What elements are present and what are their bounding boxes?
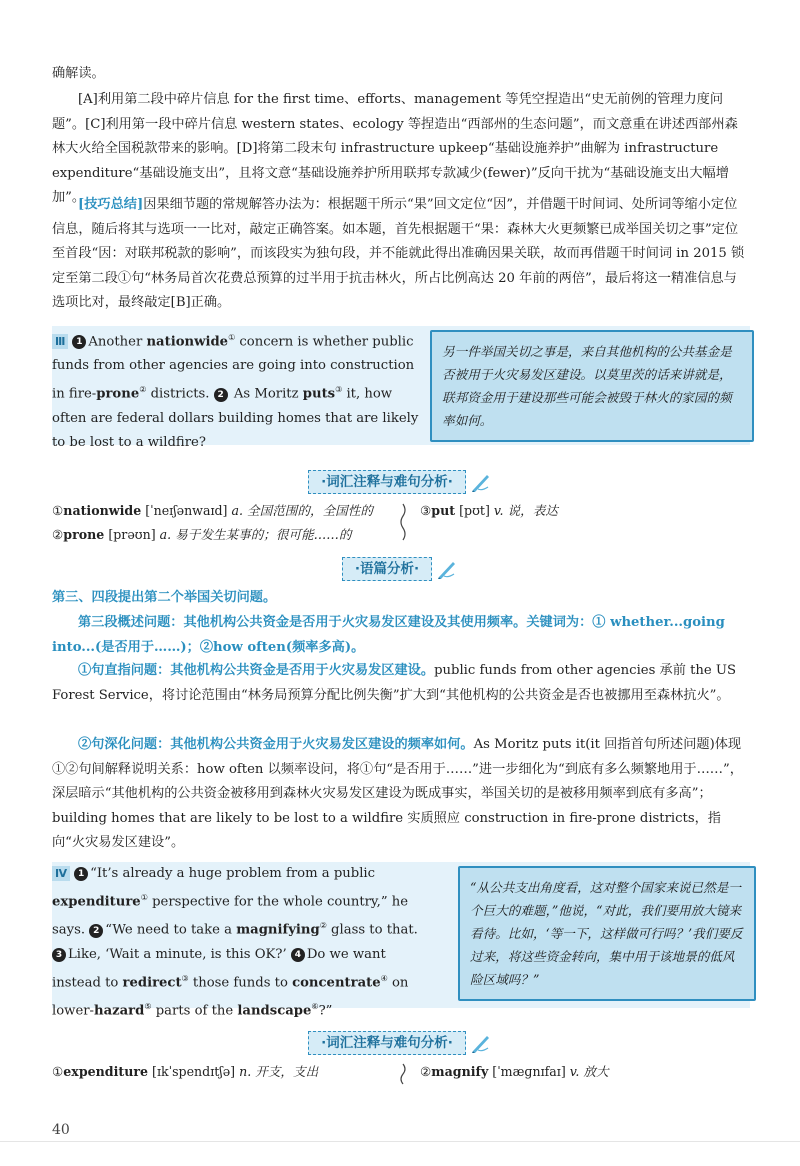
vocab-phonetic: [ˈmæɡnɪfaɪ] [492,1064,566,1079]
vocab-item-1 [52,500,373,522]
sentence-number-2: 2 [214,388,228,402]
s4-text-2: perspective for the whole country,” he says. [52,894,409,938]
vocab-definition: n. 开支，支出 [239,1064,319,1079]
vocab-headword: nationwide [63,503,142,518]
s4-text-6: Do we want instead to [52,946,386,991]
analysis-sentence-2 [52,733,750,856]
section-3-translation: 另一件举国关切之事是，来自其他机构的公共基金是否被用于火灾易发区建设。以莫里茨的话来讲就是，联邦资金用于建设那些可能会被毁于林火的家园的频率如何。 [430,330,754,442]
analysis-highlight: ①句直指问题：其他机构公共资金是否用于火灾易发区建设。 [78,663,435,678]
vocab-header-label: ·词汇注释与难句分析· [308,470,466,494]
paragraph-option-analysis: [A]利用第二段中碎片信息 for the first time、efforts、management 等凭空捏造出“史无前例的管理力度问题”。[C]利用第一段中碎片信息 western states、ecology 等捏造出“西部州的生态问题”，而文意重在讲述西部州森林大火给全国税款带来的影响。[D]将第二段末句 infrastructure upkeep“基础设施养护”曲解为 infrastructure expenditure“基础设施支出”，且将文意“基础设施养护所用联邦专款减少(fewer)”反向干扰为“基础设施支出大幅增加”。 [52,92,738,205]
vocab-word-landscape: landscape [237,1003,312,1019]
vocab-word-concentrate: concentrate [292,975,381,991]
vocab-header-2 [0,1028,800,1058]
vocab-phonetic: [prəʊn] [108,527,156,542]
divider-squiggle [398,502,408,542]
vocab-phonetic: [ˈneɪʃənwaɪd] [145,503,228,518]
vocab-item-3 [420,500,558,522]
section-3-text [52,326,420,455]
s4-text-1: “It’s already a huge problem from a public [90,866,376,881]
vocab-item-expenditure [52,1061,318,1083]
vocab-word-expenditure: expenditure [52,894,141,910]
sentence-number-1: 1 [74,867,88,881]
footnote-2: ② [319,921,327,931]
vocab-headword: put [431,503,456,518]
s3-text-1: Another [88,334,147,350]
vocab-item-2 [52,524,351,546]
vocab-word-puts: puts [302,386,336,402]
footnote-3: ③ [335,385,343,395]
vocab-phonetic: [ɪkˈspendɪtʃə] [152,1064,236,1079]
analysis-detail: As Moritz puts it(it 回指首句所述问题)体现①②句间解释说明关系：how often 以频率设问，将①句“是否用于……”进一步细化为“到底有多么频繁地用于……”，深层暗示“其他机构的公共资金被移用到森林火灾易发区建设为既成事实，举国关切的是被移用频率到底有多高”；building homes that are likely to be lost to a wildfire 实质照应 construction in fire-prone districts，指向“火灾易发区建设”。 [52,737,743,850]
vocab-header-label: ·词汇注释与难句分析· [308,1031,466,1055]
vocab-headword: magnify [431,1064,489,1079]
footnote-6: ⑥ [311,1002,319,1012]
vocab-num: ① [52,503,64,518]
footnote-1: ① [140,893,148,902]
s3-text-5: it, how often are federal dollars building homes that are likely to be lost to a wildfire? [52,386,419,450]
paragraph-technique-summary [52,193,750,316]
s4-text-5: Like, ‘Wait a minute, is this OK?’ [68,946,291,962]
vocab-word-magnifying: magnifying [236,922,320,938]
analysis-detail: public funds from other agencies 承前 the US Forest Service，将讨论范围由“林务局预算分配比例失衡”扩大到“其他机构的公共资金是否也被挪用至森林抗火”。 [52,663,737,703]
analysis-paragraph-3: 第三段概述问题：其他机构公共资金是否用于火灾易发区建设及其使用频率。关键词为：① whether...going into...(是否用于……)；②how often(频率多高)。 [52,615,725,655]
vocab-word-redirect: redirect [122,975,182,991]
vocab-definition: v. 说，表达 [493,503,558,518]
footnote-5: ⑤ [144,1002,152,1012]
s4-text-10: ?” [318,1003,333,1019]
technique-label: [技巧总结] [78,197,144,212]
vocab-word-hazard: hazard [94,1003,145,1019]
footnote-1: ① [228,333,236,342]
s4-text-9: parts of the [151,1003,238,1019]
footnote-2: ② [139,385,147,395]
section-roman-4: Ⅳ [52,866,70,881]
s4-text-4: glass to that. [326,922,418,938]
vocab-definition: v. 放大 [569,1064,609,1079]
divider-squiggle [398,1063,408,1085]
vocab-phonetic: [pʊt] [459,503,490,518]
vocab-item-magnify [420,1061,609,1083]
analysis-sentence-1 [52,659,750,708]
vocab-num: ③ [420,503,432,518]
vocab-num: ① [52,1064,64,1079]
s4-text-7: those funds to [188,975,293,991]
footnote-4: ④ [380,973,388,983]
paragraph-continuation: 确解读。 [52,66,105,81]
section-roman-3: Ⅲ [52,334,68,349]
sentence-number-2: 2 [89,924,103,938]
vocab-headword: expenditure [63,1064,149,1079]
vocab-num: ② [52,527,64,542]
s3-text-4: As Moritz [229,386,303,402]
vocab-header-1 [0,467,800,497]
analysis-overview: 第三、四段提出第二个举国关切问题。 [52,590,277,605]
text-analysis-label: ·语篇分析· [342,557,432,581]
pen-icon [470,1032,492,1054]
page-number: 40 [52,1122,70,1138]
s3-text-2: concern is whether public funds from other agencies are going into construction in fire- [52,334,415,402]
text-analysis-header [0,554,800,584]
vocab-num: ② [420,1064,432,1079]
pen-icon [436,558,458,580]
sentence-number-3: 3 [52,948,66,962]
footnote-3: ③ [181,973,189,983]
analysis-highlight: ②句深化问题：其他机构公共资金用于火灾易发区建设的频率如何。 [78,737,474,752]
section-4-translation: “从公共支出角度看，这对整个国家来说已然是一个巨大的难题，”他说，“对此，我们要用放大镜来看待。比如，‘等一下，这样做可行吗？’我们要反过来，将这些资金转向，集中用于该地景的低风险区域吗？” [458,866,756,1001]
vocab-word-nationwide: nationwide [146,334,229,350]
vocab-definition: a. 易于发生某事的；很可能……的 [159,527,352,542]
sentence-number-1: 1 [72,335,86,349]
page-bottom-rule [0,1141,800,1142]
vocab-word-prone: prone [96,386,140,402]
pen-icon [470,471,492,493]
s3-text-3: districts. [146,386,214,402]
vocab-headword: prone [63,527,105,542]
section-4-text [52,862,420,1024]
vocab-definition: a. 全国范围的，全国性的 [231,503,373,518]
s4-text-3: “We need to take a [105,922,237,938]
sentence-number-4: 4 [291,948,305,962]
s4-text-8: on lower- [52,975,409,1019]
technique-text: 因果细节题的常规解答办法为：根据题干所示“果”回文定位“因”，并借题干时间词、处所词等缩小定位信息，随后将其与选项一一比对，敲定正确答案。如本题，首先根据题干“果：森林大火更频繁已成举国关切之事”定位至首段“因：对联邦税款的影响”，而该段实为独句段，并不能就此得出准确因果关联，故而再借题干时间词 in 2015 锁定至第二段①句“林务局首次花费总预算的过半用于抗击林火，所占比例高达 20 年前的两倍”，最后将这一精准信息与选项比对，最终敲定[B]正确。 [52,197,745,310]
